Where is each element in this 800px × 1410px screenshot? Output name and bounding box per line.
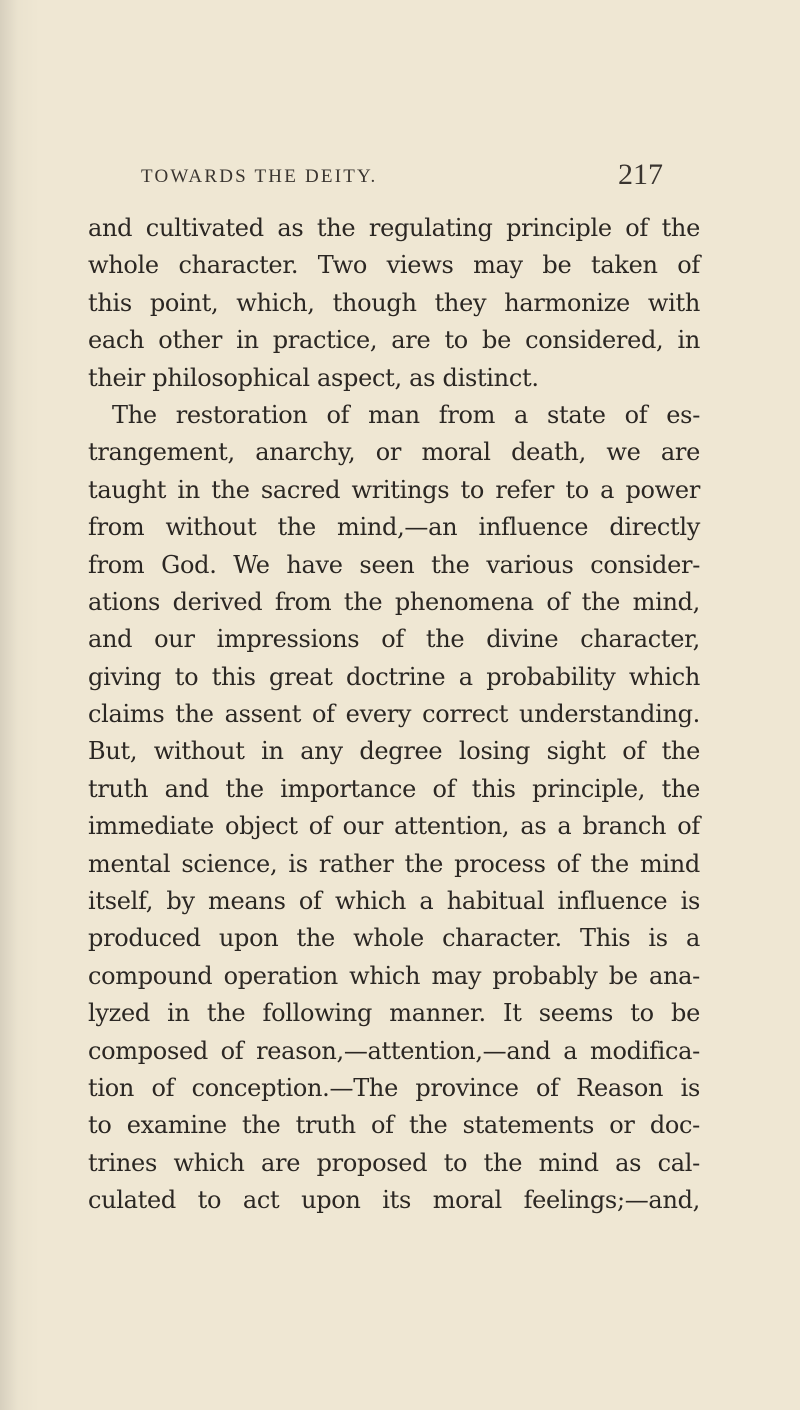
text-line: lyzed in the following manner. It seems to be	[88, 999, 700, 1028]
text-line: whole character. Two views may be taken of	[88, 251, 700, 280]
text-line: from without the mind,—an influence directly	[88, 513, 700, 542]
text-line: and cultivated as the regulating principle of the	[88, 214, 700, 242]
body-text	[88, 210, 700, 1220]
text-line: produced upon the whole character. This is a	[88, 924, 700, 953]
text-line: compound operation which may probably be ana-	[88, 961, 700, 990]
text-line: composed of reason,—attention,—and a modifica-	[88, 1036, 700, 1065]
text-line: ations derived from the phenomena of the mind,	[88, 587, 700, 616]
text-line: The restoration of man from a state of es-	[112, 400, 700, 429]
text-line: their philosophical aspect, as distinct.	[88, 363, 539, 392]
text-line: to examine the truth of the statements or doc-	[88, 1111, 700, 1140]
text-line: giving to this great doctrine a probability which	[88, 662, 700, 691]
text-line: culated to act upon its moral feelings;—and,	[88, 1186, 700, 1215]
text-line: each other in practice, are to be considered, in	[88, 326, 700, 355]
text-line: tion of conception.—The province of Reason is	[88, 1073, 700, 1102]
text-line: mental science, is rather the process of the mind	[88, 849, 700, 878]
text-line: and our impressions of the divine character,	[88, 625, 700, 654]
page-header	[0, 158, 800, 202]
running-title: TOWARDS THE DEITY.	[141, 166, 378, 187]
page-number: 217	[618, 158, 663, 191]
text-line: truth and the importance of this principle, the	[88, 774, 700, 803]
text-line: immediate object of our attention, as a branch of	[88, 812, 700, 841]
text-line: from God. We have seen the various consider-	[88, 550, 700, 579]
text-line: claims the assent of every correct understanding.	[88, 700, 700, 729]
text-line: this point, which, though they harmonize with	[88, 288, 700, 317]
text-line: itself, by means of which a habitual influence is	[88, 887, 700, 916]
text-line: But, without in any degree losing sight of the	[88, 737, 700, 766]
text-line: taught in the sacred writings to refer to a power	[88, 475, 700, 504]
text-line: trangement, anarchy, or moral death, we are	[88, 438, 700, 467]
text-line: trines which are proposed to the mind as cal-	[88, 1148, 700, 1177]
